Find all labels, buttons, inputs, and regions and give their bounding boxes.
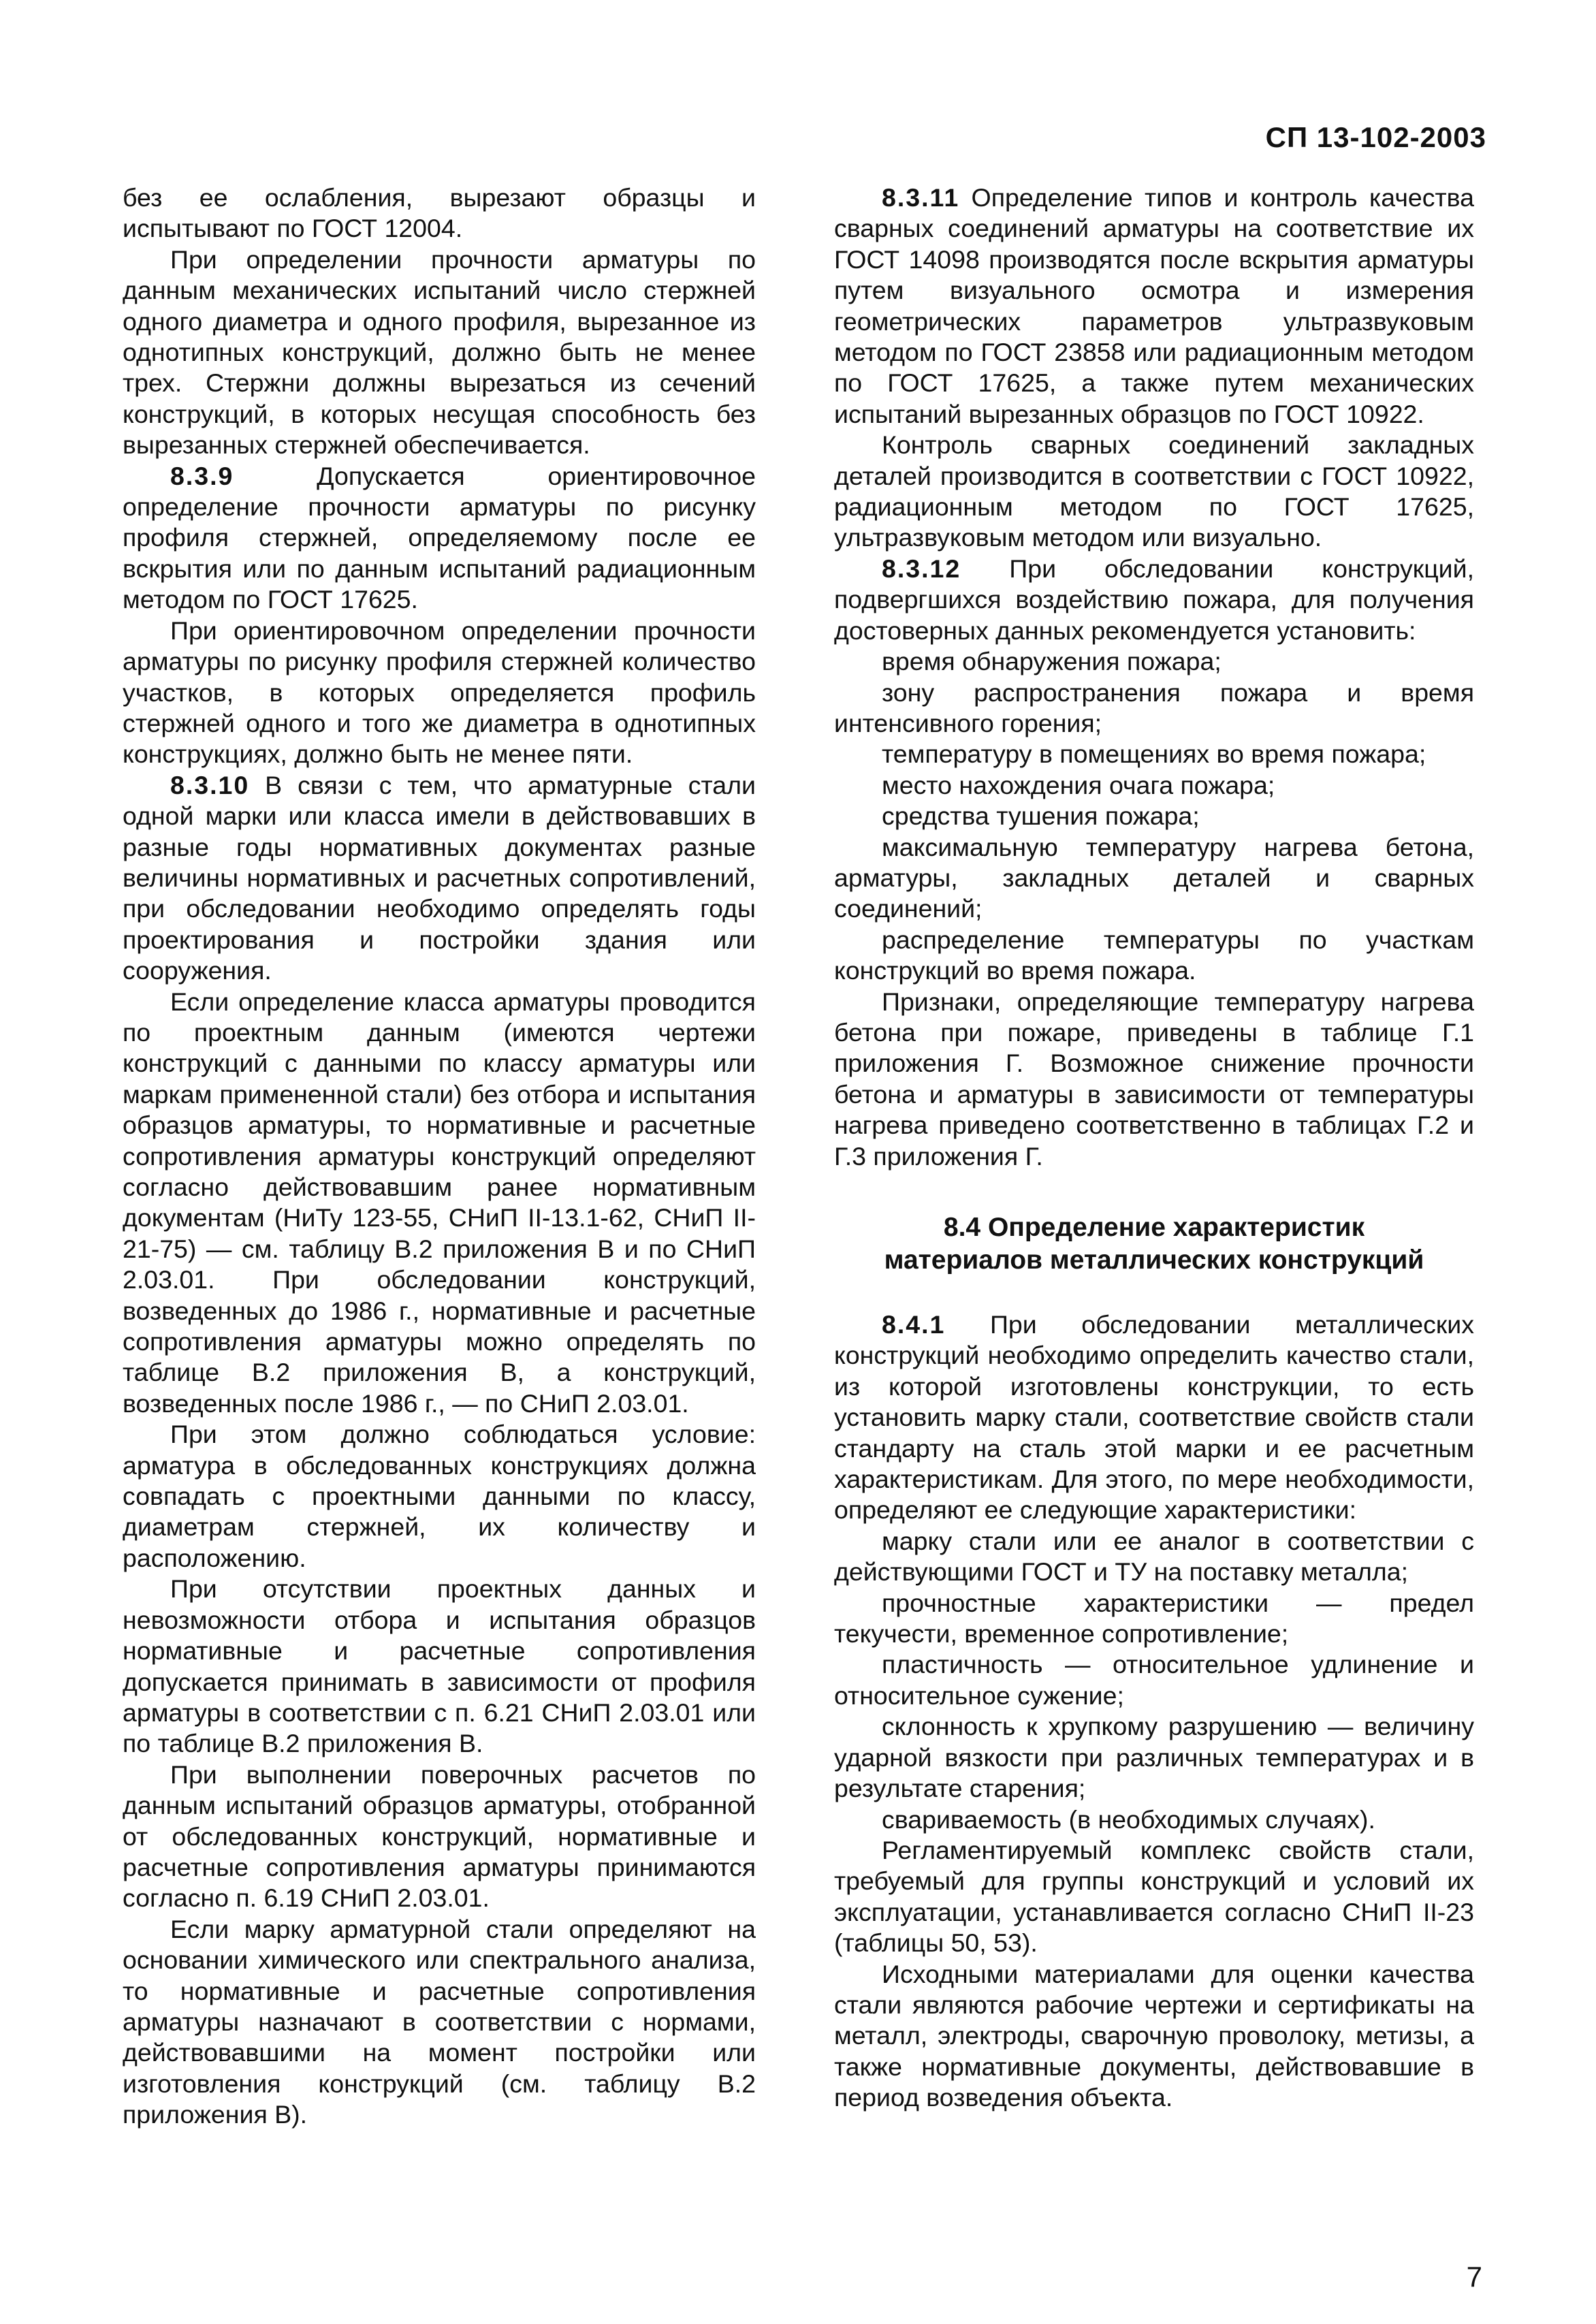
paragraph-text: распределение температуры по участкам конструкций во время пожара. (834, 925, 1474, 985)
paragraph (123, 1419, 756, 1574)
page-number: 7 (1466, 2261, 1482, 2293)
paragraph (834, 1835, 1474, 1959)
left-column (123, 182, 756, 2131)
paragraph-text: При обследовании конструкций, подвергшихся воздействию пожара, для получения достоверных данных рекомендуется установить: (834, 554, 1474, 645)
paragraph (834, 770, 1474, 801)
paragraph-text: температуру в помещениях во время пожара; (882, 739, 1426, 769)
paragraph-text: место нахождения очага пожара; (882, 770, 1275, 799)
paragraph-text: марку стали или ее аналог в соответствии с действующими ГОСТ и ТУ на поставку металла; (834, 1526, 1474, 1587)
paragraph-text: свариваемость (в необходимых случаях). (882, 1804, 1375, 1834)
paragraph-text: В связи с тем, что арматурные стали одной марки или класса имели в действовавших в разные годы нормативных документах разные величины нормативных и расчетных сопротивлений, при обследовании необходимо определять годы проектирования и постройки здания или сооружения. (123, 770, 756, 985)
clause-number: 8.3.9 (170, 461, 234, 490)
paragraph-text: Исходными материалами для оценки качества стали являются рабочие чертежи и сертификаты на металл, электроды, сварочную проволоку, метизы, а также нормативные документы, действовавшие в период возведения объекта. (834, 1959, 1474, 2112)
paragraph-text: При обследовании металлических конструкций необходимо определить качество стали, из которой изготовлены конструкции, то есть установить марку стали, соответствие свойств стали стандарту на сталь этой марки и ее расчетным характеристикам. Для этого, по мере необходимости, определяют ее следующие характеристики: (834, 1310, 1474, 1525)
paragraph (834, 832, 1474, 925)
paragraph-text: При выполнении поверочных расчетов по данным испытаний образцов арматуры, отобранной от обследованных конструкций, нормативные и расчетные сопротивления арматуры принимаются согласно п. 6.19 СНиП 2.03.01. (123, 1760, 756, 1913)
paragraph (834, 1649, 1474, 1711)
paragraph-text: Определение типов и контроль качества сварных соединений арматуры на соответствие их ГОСТ 14098 производятся после вскрытия арматуры путем визуального осмотра и измерения геометрических параметров ультразвуковым методом по ГОСТ 23858 или радиационным методом по ГОСТ 17625, а также путем механических испытаний вырезанных образцов по ГОСТ 10922. (834, 183, 1474, 428)
right-column-top (834, 182, 1474, 1172)
paragraph (834, 925, 1474, 987)
paragraph-text: При этом должно соблюдаться условие: арматура в обследованных конструкциях должна совпадать с проектными данными по классу, диаметрам стержней, их количеству и расположению. (123, 1420, 756, 1572)
paragraph (123, 1914, 756, 2131)
paragraph (123, 1574, 756, 1759)
paragraph-text: Допускается ориентировочное определение прочности арматуры по рисунку профиля стержней, определяемому после ее вскрытия или по данным испытаний радиационным методом по ГОСТ 17625. (123, 461, 756, 614)
section-heading-line-1: 8.4 Определение характеристик (943, 1213, 1365, 1242)
paragraph-text: без ее ослабления, вырезают образцы и испытывают по ГОСТ 12004. (123, 183, 756, 243)
paragraph-text: зону распространения пожара и время интенсивного горения; (834, 678, 1474, 737)
paragraph (834, 430, 1474, 554)
paragraph-text: Если определение класса арматуры проводится по проектным данным (имеются чертежи конструкций с данными по классу арматуры или маркам примененной стали) без отбора и испытания образцов арматуры, то нормативные и расчетные сопротивления арматуры конструкций определяют согласно действовавшим ранее нормативным документам (НиТу 123-55, СНиП II-13.1-62, СНиП II-21-75) — см. таблицу В.2 приложения В и по СНиП 2.03.01. При обследовании конструкций, возведенных до 1986 г., нормативные и расчетные сопротивления арматуры можно определять по таблице В.2 приложения В, а конструкций, возведенных после 1986 г., — по СНиП 2.03.01. (123, 987, 756, 1418)
right-column (834, 182, 1474, 2114)
paragraph-text: При определении прочности арматуры по данным механических испытаний число стержней одного диаметра и одного профиля, вырезанное из однотипных конструкций, должно быть не менее трех. Стержни должны вырезаться из сечений конструкций, в которых несущая способность без вырезанных стержней обеспечивается. (123, 244, 756, 460)
paragraph (834, 987, 1474, 1172)
paragraph-text: склонность к хрупкому разрушению — величину ударной вязкости при различных температурах и в результате старения; (834, 1712, 1474, 1803)
paragraph (834, 739, 1474, 769)
document-code-header: СП 13-102-2003 (1265, 121, 1486, 153)
paragraph (834, 1526, 1474, 1588)
paragraph (834, 1804, 1474, 1835)
clause-number: 8.4.1 (882, 1310, 946, 1339)
paragraph-text: средства тушения пожара; (882, 801, 1200, 831)
paragraph (834, 646, 1474, 677)
paragraph-text: прочностные характеристики — предел текучести, временное сопротивление; (834, 1588, 1474, 1649)
paragraph (123, 182, 756, 244)
paragraph (123, 987, 756, 1420)
section-heading-line-2: материалов металлических конструкций (884, 1245, 1424, 1275)
paragraph (834, 1711, 1474, 1804)
clause-number: 8.3.12 (882, 554, 961, 583)
paragraph-text: Признаки, определяющие температуру нагрева бетона при пожаре, приведены в таблице Г.1 приложения Г. Возможное снижение прочности бетона и арматуры в зависимости от температуры нагрева приведено соответственно в таблицах Г.2 и Г.3 приложения Г. (834, 987, 1474, 1171)
paragraph-text: максимальную температуру нагрева бетона, арматуры, закладных деталей и сварных соединений; (834, 832, 1474, 923)
section-heading (834, 1211, 1474, 1277)
paragraph (834, 1959, 1474, 2114)
paragraph-text: Регламентируемый комплекс свойств стали, требуемый для группы конструкций и условий их эксплуатации, устанавливается согласно СНиП II-23 (таблицы 50, 53). (834, 1835, 1474, 1958)
paragraph (123, 244, 756, 461)
clause-number: 8.3.11 (882, 183, 960, 212)
paragraph (834, 678, 1474, 739)
paragraph (834, 1588, 1474, 1650)
paragraph (834, 182, 1474, 430)
paragraph-text: При ориентировочном определении прочности арматуры по рисунку профиля стержней количество участков, в которых определяется профиль стержней одного и того же диаметра в однотипных конструкциях, должно быть не менее пяти. (123, 616, 756, 769)
clause-number: 8.3.10 (170, 770, 250, 799)
paragraph-text: При отсутствии проектных данных и невозможности отбора и испытания образцов нормативные и расчетные сопротивления допускается принимать в зависимости от профиля арматуры в соответствии с п. 6.21 СНиП 2.03.01 или по таблице В.2 приложения В. (123, 1574, 756, 1758)
paragraph-text: время обнаружения пожара; (882, 647, 1222, 676)
paragraph-text: Контроль сварных соединений закладных деталей производится в соответствии с ГОСТ 10922, радиационным методом по ГОСТ 17625, ультразвуковым методом или визуально. (834, 430, 1474, 552)
paragraph (123, 1760, 756, 1914)
paragraph-text: пластичность — относительное удлинение и относительное сужение; (834, 1650, 1474, 1710)
paragraph (834, 554, 1474, 646)
right-column-bottom (834, 1309, 1474, 2114)
paragraph (123, 770, 756, 987)
paragraph-text: Если марку арматурной стали определяют на основании химического или спектрального анализа, то нормативные и расчетные сопротивления арматуры назначают в соответствии с нормами, действовавшими на момент постройки или изготовления конструкций (см. таблицу В.2 приложения В). (123, 1914, 756, 2129)
paragraph (123, 616, 756, 770)
paragraph (123, 461, 756, 616)
paragraph (834, 1309, 1474, 1526)
paragraph (834, 801, 1474, 831)
